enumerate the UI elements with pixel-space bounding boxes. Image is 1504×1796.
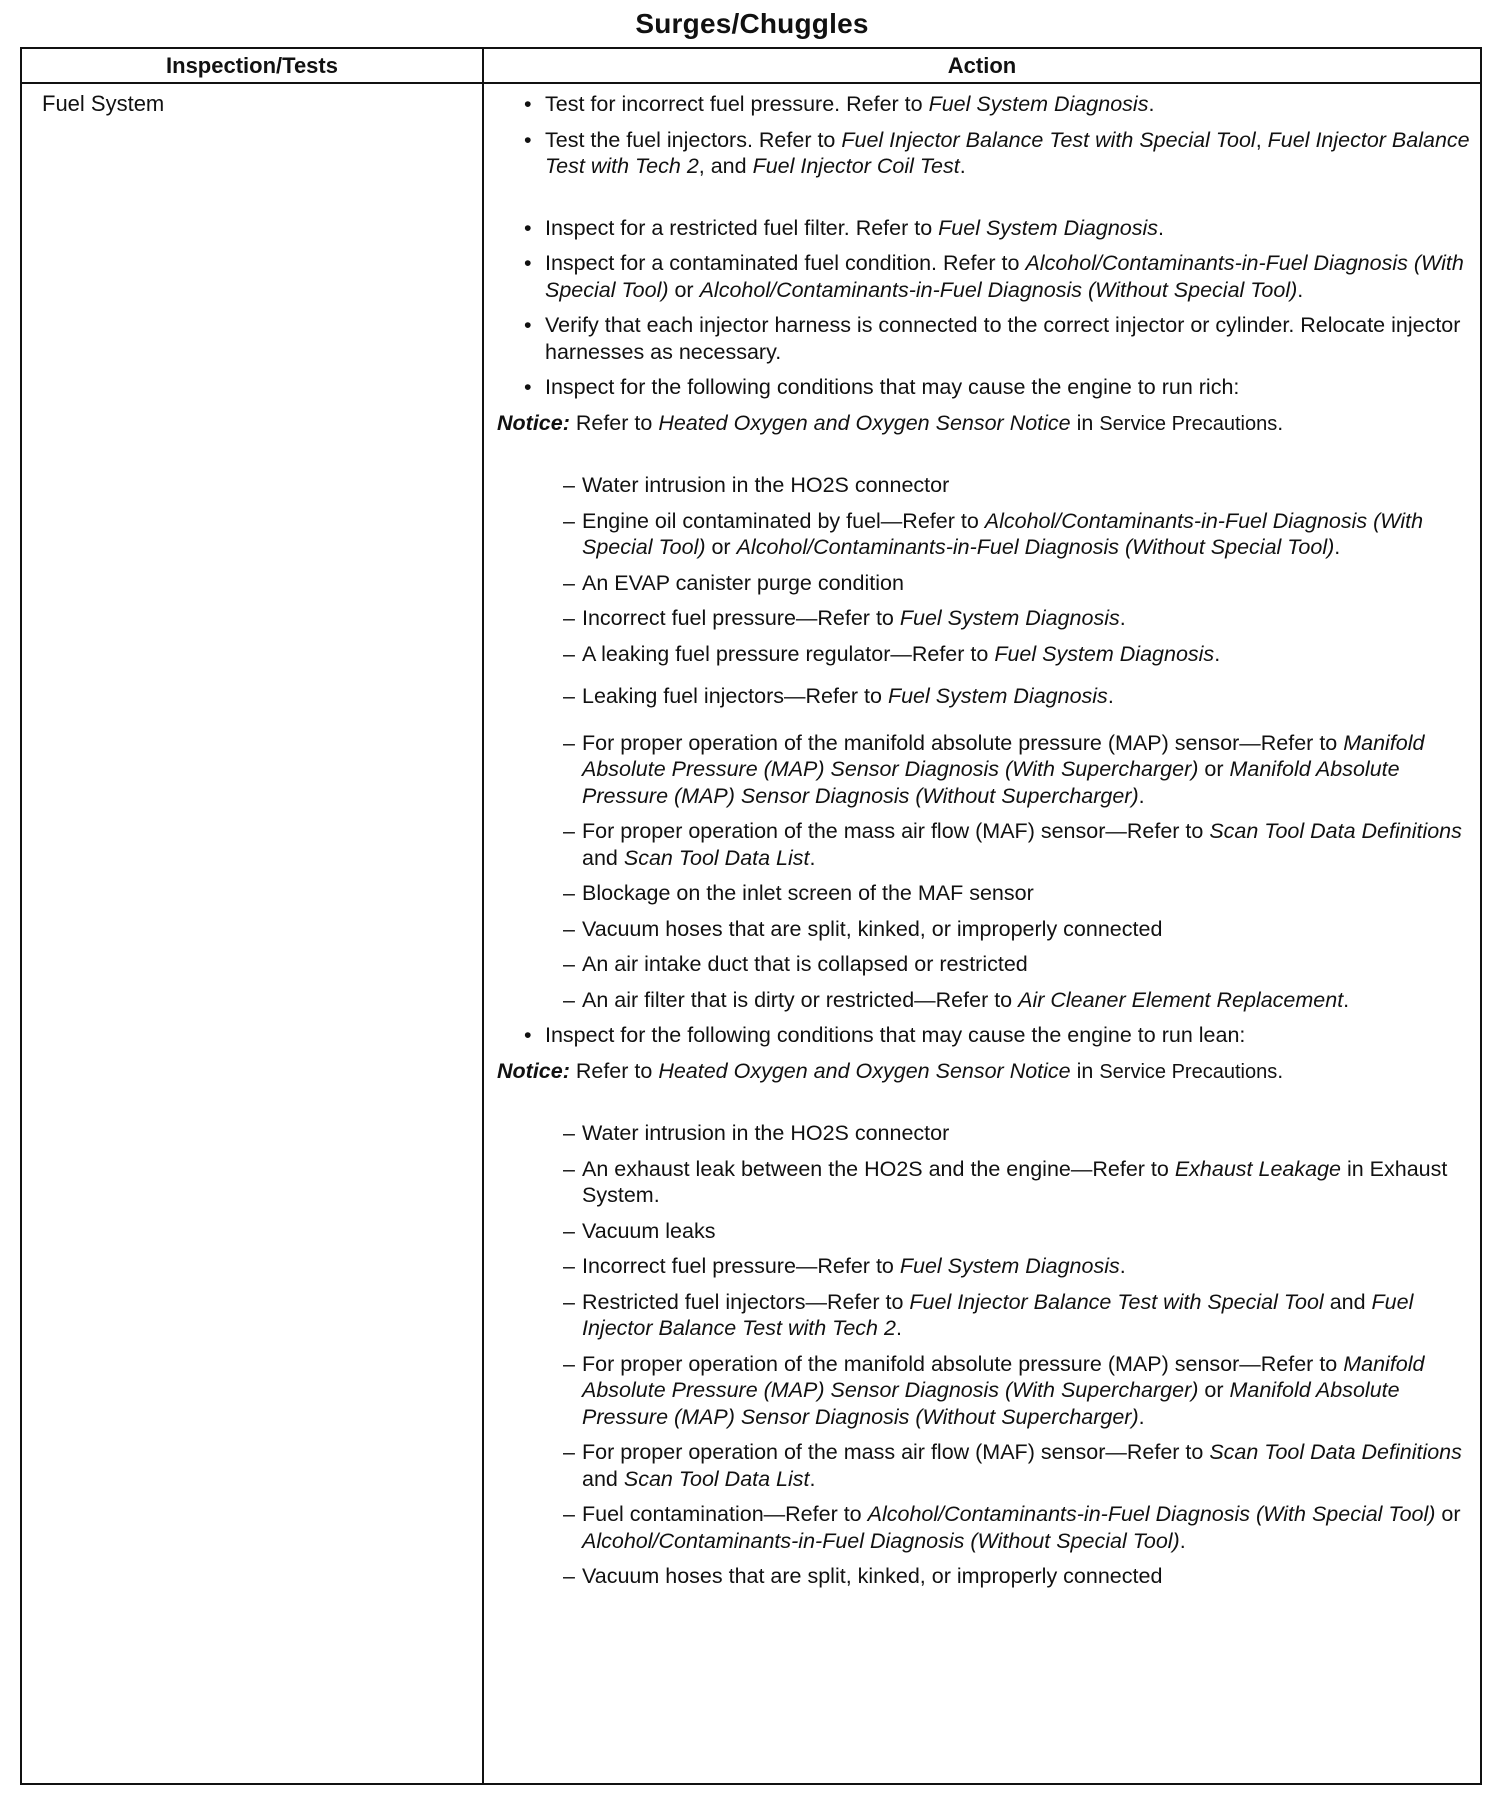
action-cell xyxy=(497,91,1482,1599)
action-bullet: • Inspect for a restricted fuel filter. Refer to Fuel System Diagnosis. xyxy=(497,215,1482,242)
rich-condition-item: – An air filter that is dirty or restricted—Refer to Air Cleaner Element Replacement. xyxy=(497,987,1482,1014)
rich-condition-item: – A leaking fuel pressure regulator—Refer to Fuel System Diagnosis. xyxy=(497,641,1482,668)
action-bullet: • Test the fuel injectors. Refer to Fuel Injector Balance Test with Special Tool, Fuel Injector Balance Test with Tech 2, and Fuel Injector Coil Test. xyxy=(497,127,1482,180)
notice: Notice: Refer to Heated Oxygen and Oxygen Sensor Notice in Service Precautions. xyxy=(497,1058,1284,1083)
table-header xyxy=(22,49,1480,84)
action-bullet: • Inspect for the following conditions that may cause the engine to run lean: xyxy=(497,1022,1482,1049)
lean-condition-item: – For proper operation of the manifold absolute pressure (MAP) sensor—Refer to Manifold Absolute Pressure (MAP) Sensor Diagnosis (With Supercharger) or Manifold Absolute Pressure (MAP) Sensor Diagnosis (Without Supercharger). xyxy=(497,1351,1482,1431)
column-divider xyxy=(482,49,484,1783)
lean-condition-item: – Restricted fuel injectors—Refer to Fuel Injector Balance Test with Special Tool and Fuel Injector Balance Test with Tech 2. xyxy=(497,1289,1482,1342)
rich-condition-item: – Incorrect fuel pressure—Refer to Fuel System Diagnosis. xyxy=(497,605,1482,632)
rich-condition-item: – An EVAP canister purge condition xyxy=(497,570,1482,597)
diagnosis-table xyxy=(20,47,1482,1785)
rich-condition-item: – Engine oil contaminated by fuel—Refer to Alcohol/Contaminants-in-Fuel Diagnosis (With Special Tool) or Alcohol/Contaminants-in-Fuel Diagnosis (Without Special Tool). xyxy=(497,508,1482,561)
header-action: Action xyxy=(947,53,1017,78)
rich-condition-item: – Blockage on the inlet screen of the MAF sensor xyxy=(497,880,1482,907)
rich-condition-item: – Leaking fuel injectors—Refer to Fuel System Diagnosis. xyxy=(497,683,1482,710)
rich-condition-item: – Vacuum hoses that are split, kinked, or improperly connected xyxy=(497,916,1482,943)
header-inspection-tests: Inspection/Tests xyxy=(166,53,338,78)
lean-condition-item: – An exhaust leak between the HO2S and the engine—Refer to Exhaust Leakage in Exhaust System. xyxy=(497,1156,1482,1209)
lean-condition-item: – Fuel contamination—Refer to Alcohol/Contaminants-in-Fuel Diagnosis (With Special Tool) or Alcohol/Contaminants-in-Fuel Diagnosis (Without Special Tool). xyxy=(497,1501,1482,1554)
lean-condition-item: – Vacuum leaks xyxy=(497,1218,1482,1245)
lean-condition-item: – Incorrect fuel pressure—Refer to Fuel System Diagnosis. xyxy=(497,1253,1482,1280)
lean-condition-item: – Water intrusion in the HO2S connector xyxy=(497,1120,1482,1147)
rich-condition-item: – For proper operation of the manifold absolute pressure (MAP) sensor—Refer to Manifold Absolute Pressure (MAP) Sensor Diagnosis (With Supercharger) or Manifold Absolute Pressure (MAP) Sensor Diagnosis (Without Supercharger). xyxy=(497,730,1482,810)
page-title: Surges/Chuggles xyxy=(635,8,869,39)
rich-condition-item: – Water intrusion in the HO2S connector xyxy=(497,472,1482,499)
action-bullet: • Verify that each injector harness is connected to the correct injector or cylinder. Relocate injector harnesses as necessary. xyxy=(497,312,1482,365)
rich-condition-item: – An air intake duct that is collapsed or restricted xyxy=(497,951,1482,978)
action-bullet: • Inspect for a contaminated fuel condition. Refer to Alcohol/Contaminants-in-Fuel Diagnosis (With Special Tool) or Alcohol/Contaminants-in-Fuel Diagnosis (Without Special Tool). xyxy=(497,250,1482,303)
notice: Notice: Refer to Heated Oxygen and Oxygen Sensor Notice in Service Precautions. xyxy=(497,410,1284,435)
lean-condition-item: – Vacuum hoses that are split, kinked, or improperly connected xyxy=(497,1563,1482,1590)
action-bullet: • Inspect for the following conditions that may cause the engine to run rich: xyxy=(497,374,1482,401)
lean-condition-item: – For proper operation of the mass air flow (MAF) sensor—Refer to Scan Tool Data Definitions and Scan Tool Data List. xyxy=(497,1439,1482,1492)
action-bullet: • Test for incorrect fuel pressure. Refer to Fuel System Diagnosis. xyxy=(497,91,1482,118)
inspection-cell: Fuel System xyxy=(42,91,165,116)
rich-condition-item: – For proper operation of the mass air flow (MAF) sensor—Refer to Scan Tool Data Definitions and Scan Tool Data List. xyxy=(497,818,1482,871)
